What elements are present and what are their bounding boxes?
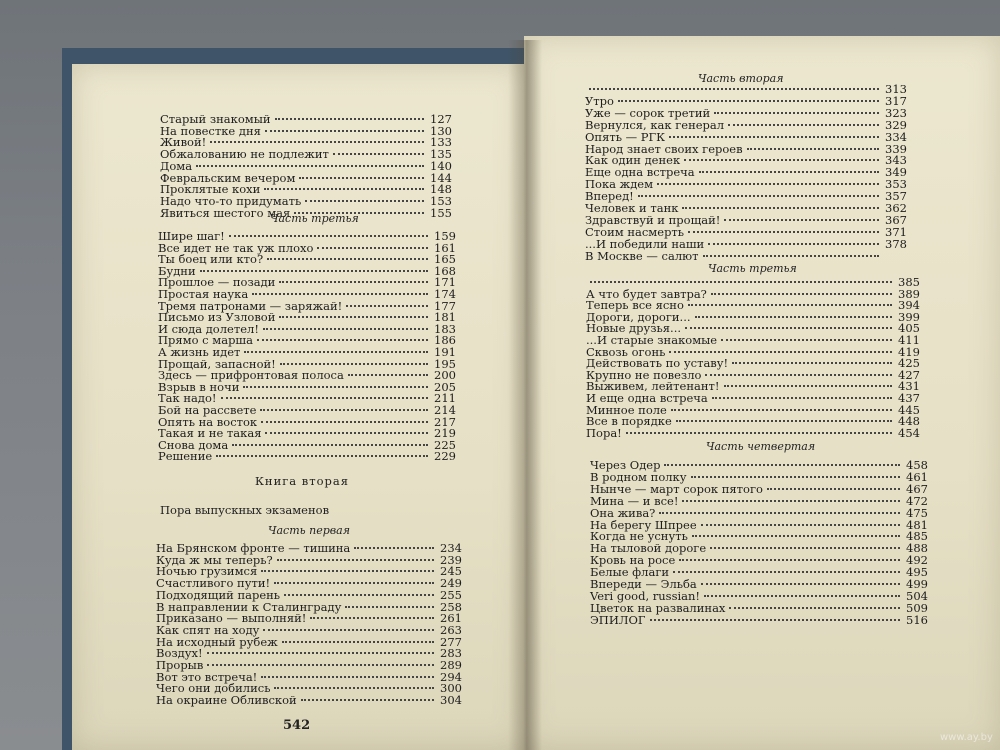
toc-entry-title: Народ знает своих героев bbox=[585, 141, 743, 156]
toc-entry-page: 323 bbox=[885, 105, 907, 120]
toc-entry-title: Новые друзья... bbox=[586, 321, 682, 336]
toc-entry-page: 399 bbox=[898, 309, 920, 324]
toc-entry bbox=[586, 426, 920, 440]
toc-entry-page: 177 bbox=[434, 298, 456, 313]
dot-leader bbox=[714, 112, 879, 114]
dot-leader bbox=[277, 559, 434, 561]
toc-entry-title: Прорыв bbox=[156, 658, 204, 672]
toc-entry-title: Письмо из Узловой bbox=[158, 310, 276, 325]
toc-entry-page: 277 bbox=[440, 634, 462, 649]
toc-entry-title: Veri good, russian! bbox=[590, 588, 701, 603]
toc-entry bbox=[158, 449, 456, 463]
toc-entry-page: 200 bbox=[434, 368, 456, 383]
toc-entry-title: И еще одна встреча bbox=[586, 391, 708, 405]
toc-entry-title: В Москве — салют bbox=[585, 248, 699, 263]
dot-leader bbox=[688, 231, 879, 233]
toc-entry-title: Когда не уснуть bbox=[590, 529, 688, 544]
toc-entry-title: ЭПИЛОГ bbox=[590, 612, 646, 627]
dot-leader bbox=[232, 444, 428, 446]
toc-entry bbox=[585, 249, 907, 263]
dot-leader bbox=[299, 177, 424, 179]
dot-leader bbox=[279, 316, 428, 318]
toc-entry-title: Крупно не повезло bbox=[586, 367, 702, 382]
toc-entry-title: Через Одер bbox=[590, 458, 661, 472]
dot-leader bbox=[685, 327, 892, 329]
toc-entry-page: 339 bbox=[885, 141, 907, 156]
toc-entry-page: 255 bbox=[440, 587, 462, 602]
toc-entry-title: Явиться шестого мая bbox=[160, 205, 291, 220]
toc-entry-title: Взрыв в ночи bbox=[158, 379, 240, 394]
dot-leader bbox=[704, 595, 900, 597]
toc-entry-page: 485 bbox=[906, 529, 928, 544]
toc-entry-page: 127 bbox=[430, 112, 452, 126]
dot-leader bbox=[279, 281, 428, 283]
toc-entry-page: 385 bbox=[898, 275, 920, 289]
dot-leader bbox=[207, 664, 434, 666]
toc-entry-page: 349 bbox=[885, 165, 907, 180]
toc-entry-title: Как один денек bbox=[585, 153, 681, 168]
toc-entry-page: 405 bbox=[898, 321, 920, 336]
dot-leader bbox=[703, 255, 879, 257]
dot-leader bbox=[282, 641, 434, 643]
dot-leader bbox=[261, 570, 434, 572]
toc-entry-title: Впереди — Эльба bbox=[590, 577, 697, 591]
dot-leader bbox=[589, 88, 879, 90]
dot-leader bbox=[684, 159, 879, 161]
toc-entry-page: 144 bbox=[430, 170, 452, 185]
toc-entry-title: Февральским вечером bbox=[160, 170, 296, 185]
toc-entry-page: 294 bbox=[440, 669, 462, 684]
dot-leader bbox=[664, 464, 900, 466]
watermark: www.ay.by bbox=[940, 732, 993, 743]
dot-leader bbox=[345, 606, 434, 608]
toc-entry-title: На Брянском фронте — тишина bbox=[156, 541, 351, 555]
toc-entry-page: 389 bbox=[898, 286, 920, 301]
toc-entry-title: В родном полку bbox=[590, 469, 687, 484]
toc-entry-title: Мина — и все! bbox=[590, 493, 679, 508]
toc-entry-title: Надо что-то придумать bbox=[160, 193, 302, 208]
toc-entry-title: Уже — сорок третий bbox=[585, 105, 711, 120]
toc-entry-page: 329 bbox=[885, 117, 907, 132]
toc-entry-page: 313 bbox=[885, 82, 907, 96]
toc-entry-page: 214 bbox=[434, 403, 456, 417]
dot-leader bbox=[669, 136, 879, 138]
dot-leader bbox=[705, 374, 892, 376]
dot-leader bbox=[284, 594, 434, 596]
dot-leader bbox=[252, 293, 428, 295]
toc-entry-title: Старый знакомый bbox=[160, 112, 271, 126]
dot-leader bbox=[659, 512, 900, 514]
toc-entry-page: 343 bbox=[885, 153, 907, 168]
toc-entry-title: Как спят на ходу bbox=[156, 622, 260, 637]
part-heading: Часть вторая bbox=[698, 72, 784, 85]
dot-leader bbox=[200, 270, 428, 272]
toc-entry-page: 211 bbox=[434, 391, 456, 406]
book-heading: Книга вторая bbox=[255, 474, 349, 488]
toc-entry-title: Все идет не так уж плохо bbox=[158, 240, 314, 255]
toc-entry-page: 300 bbox=[440, 681, 462, 696]
toc-entry-page: 431 bbox=[898, 379, 920, 394]
toc-entry-page: 186 bbox=[434, 333, 456, 348]
dot-leader bbox=[708, 243, 879, 245]
dot-leader bbox=[265, 432, 428, 434]
toc-entry-page: 448 bbox=[898, 414, 920, 429]
dot-leader bbox=[679, 559, 900, 561]
toc-entry-page: 140 bbox=[430, 158, 452, 173]
toc-entry-title: Опять на восток bbox=[158, 414, 258, 429]
toc-entry-page: 481 bbox=[906, 517, 928, 532]
dot-leader bbox=[712, 397, 892, 399]
part-heading: Часть третья bbox=[708, 262, 797, 275]
dot-leader bbox=[721, 339, 892, 341]
toc-entry-page: 225 bbox=[434, 437, 456, 452]
toc-entry-page: 165 bbox=[434, 252, 456, 267]
toc-entry-title: Здесь — прифронтовая полоса bbox=[158, 368, 344, 383]
toc-entry-title: Нынче — март сорок пятого bbox=[590, 481, 763, 496]
toc-entry-title: Так надо! bbox=[158, 391, 217, 406]
dot-leader bbox=[699, 171, 879, 173]
toc-entry-page: 499 bbox=[906, 577, 928, 591]
dot-leader bbox=[310, 617, 434, 619]
dot-leader bbox=[638, 195, 879, 197]
dot-leader bbox=[671, 409, 892, 411]
dot-leader bbox=[229, 235, 428, 237]
toc-entry-page: 283 bbox=[440, 646, 462, 661]
book-subtitle: Пора выпускных экзаменов bbox=[160, 503, 330, 517]
toc-entry-title: Белые флаги bbox=[590, 565, 670, 580]
toc-entry-title: Еще одна встреча bbox=[585, 165, 695, 180]
dot-leader bbox=[333, 153, 424, 155]
part-heading: Часть третья bbox=[270, 212, 359, 225]
dot-leader bbox=[590, 281, 892, 283]
toc-entry-title: Живой! bbox=[160, 135, 207, 150]
dot-leader bbox=[216, 455, 428, 457]
toc-entry-page: 516 bbox=[906, 612, 928, 627]
toc-entry-title: И сюда долетел! bbox=[158, 321, 259, 336]
dot-leader bbox=[728, 124, 879, 126]
toc-entry-page: 229 bbox=[434, 449, 456, 464]
dot-leader bbox=[669, 351, 892, 353]
toc-entry-title: Прошлое — позади bbox=[158, 275, 276, 290]
dot-leader bbox=[682, 500, 900, 502]
toc-entry-page: 219 bbox=[434, 426, 456, 441]
dot-leader bbox=[257, 339, 428, 341]
toc-entry-page: 357 bbox=[885, 189, 907, 204]
toc-entry-page: 261 bbox=[440, 611, 462, 626]
toc-entry-title: На повестке дня bbox=[160, 123, 261, 138]
toc-entry-title: На берегу Шпрее bbox=[590, 517, 697, 532]
toc-entry-title: Человек и танк bbox=[585, 201, 679, 215]
toc-entry-page: 183 bbox=[434, 321, 456, 336]
dot-leader bbox=[305, 200, 424, 202]
toc-entry-page: 181 bbox=[434, 310, 456, 325]
toc-entry-page: 135 bbox=[430, 147, 452, 162]
dot-leader bbox=[724, 385, 893, 387]
toc-entry-title: Счастливого пути! bbox=[156, 576, 271, 591]
toc-entry-page: 161 bbox=[434, 240, 456, 255]
toc-entry-page: 304 bbox=[440, 693, 462, 708]
toc-entry-page: 362 bbox=[885, 201, 907, 215]
dot-leader bbox=[724, 219, 879, 221]
dot-leader bbox=[196, 165, 424, 167]
toc-entry-title: Такая и не такая bbox=[158, 426, 262, 441]
toc-entry-page: 411 bbox=[898, 333, 920, 347]
dot-leader bbox=[711, 293, 892, 295]
toc-entry-page: 168 bbox=[434, 263, 456, 278]
toc-entry-page: 371 bbox=[885, 224, 907, 239]
toc-entry-title: На тыловой дороге bbox=[590, 541, 707, 556]
dot-leader bbox=[274, 582, 434, 584]
toc-entry-title: Дома bbox=[160, 158, 193, 173]
toc-entry-title: На исходный рубеж bbox=[156, 634, 278, 649]
toc-entry-page: 217 bbox=[434, 414, 456, 429]
toc-entry-title: Бой на рассвете bbox=[158, 403, 257, 417]
toc-entry-page: 445 bbox=[898, 402, 920, 417]
toc-entry-title: Прощай, запасной! bbox=[158, 356, 276, 371]
dot-leader bbox=[682, 207, 879, 209]
dot-leader bbox=[301, 699, 434, 701]
toc-entry-page: 234 bbox=[440, 541, 462, 555]
toc-entry-title: Приказано — выполняй! bbox=[156, 611, 307, 626]
toc-entry-title: Воздух! bbox=[156, 646, 203, 661]
toc-entry bbox=[590, 613, 928, 627]
toc-entry-title: Пора! bbox=[586, 425, 622, 440]
toc-entry-page: 367 bbox=[885, 212, 907, 227]
toc-entry-page: 472 bbox=[906, 493, 928, 508]
dot-leader bbox=[267, 258, 428, 260]
dot-leader bbox=[650, 619, 901, 621]
toc-entry-title: Подходящий парень bbox=[156, 587, 281, 602]
dot-leader bbox=[265, 130, 424, 132]
toc-entry-page: 245 bbox=[440, 564, 462, 579]
toc-entry-page: 467 bbox=[906, 481, 928, 496]
toc-entry-title: Вернулся, как генерал bbox=[585, 117, 725, 132]
toc-entry-title: Обжалованию не подлежит bbox=[160, 147, 329, 162]
toc-entry-title: Шире шаг! bbox=[158, 229, 225, 243]
toc-entry-title: Выживем, лейтенант! bbox=[586, 379, 720, 394]
toc-entry-title: Будни bbox=[158, 263, 196, 278]
dot-leader bbox=[317, 247, 428, 249]
dot-leader bbox=[263, 328, 428, 330]
toc-entry-page: 492 bbox=[906, 553, 928, 568]
toc-entry-page: 353 bbox=[885, 177, 907, 192]
dot-leader bbox=[688, 304, 892, 306]
toc-entry-page: 504 bbox=[906, 588, 928, 603]
toc-entry-page: 425 bbox=[898, 356, 920, 371]
toc-entry-title: Дороги, дороги... bbox=[586, 309, 691, 324]
toc-entry-page: 334 bbox=[885, 129, 907, 144]
part-heading: Часть первая bbox=[268, 524, 351, 537]
dot-leader bbox=[346, 305, 428, 307]
toc-entry-title: Опять — РГК bbox=[585, 129, 666, 144]
toc-entry-title: Прямо с марша bbox=[158, 333, 253, 348]
toc-entry-title: Снова дома bbox=[158, 437, 229, 452]
toc-entry-title: Сквозь огонь bbox=[586, 344, 666, 359]
book-gutter bbox=[508, 40, 542, 750]
toc-entry-title: ...И старые знакомые bbox=[586, 333, 718, 347]
toc-entry-page: 509 bbox=[906, 600, 928, 615]
dot-leader bbox=[354, 547, 434, 549]
toc-entry-title: Цветок на развалинах bbox=[590, 600, 726, 615]
toc-entry-page: 174 bbox=[434, 287, 456, 301]
toc-entry-page: 461 bbox=[906, 469, 928, 484]
toc-entry-page: 317 bbox=[885, 93, 907, 108]
toc-entry-title: Чего они добились bbox=[156, 681, 271, 696]
toc-entry-page: 394 bbox=[898, 298, 920, 313]
toc-entry-page: 171 bbox=[434, 275, 456, 290]
dot-leader bbox=[210, 141, 424, 143]
toc-entry-page: 378 bbox=[885, 236, 907, 251]
toc-entry-page: 488 bbox=[906, 541, 928, 556]
dot-leader bbox=[747, 148, 879, 150]
toc-entry-page: 289 bbox=[440, 658, 462, 672]
toc-entry-page: 195 bbox=[434, 356, 456, 371]
dot-leader bbox=[280, 363, 428, 365]
dot-leader bbox=[701, 583, 900, 585]
dot-leader bbox=[676, 420, 892, 422]
dot-leader bbox=[261, 676, 434, 678]
toc-entry-title: А жизнь идет bbox=[158, 345, 241, 359]
dot-leader bbox=[692, 535, 900, 537]
toc-entry-page: 191 bbox=[434, 345, 456, 359]
dot-leader bbox=[275, 118, 424, 120]
dot-leader bbox=[691, 476, 900, 478]
toc-entry-page: 258 bbox=[440, 599, 462, 614]
toc-entry-title: Вот это встреча! bbox=[156, 669, 258, 684]
toc-entry-title: Действовать по уставу! bbox=[586, 356, 729, 371]
toc-entry bbox=[156, 693, 462, 707]
toc-entry-page: 130 bbox=[430, 123, 452, 138]
dot-leader bbox=[207, 652, 434, 654]
toc-entry-title: Минное поле bbox=[586, 402, 667, 417]
toc-entry-page: 153 bbox=[430, 193, 452, 208]
dot-leader bbox=[626, 432, 892, 434]
toc-entry-title: Ты боец или кто? bbox=[158, 252, 264, 267]
dot-leader bbox=[244, 351, 428, 353]
dot-leader bbox=[264, 188, 424, 190]
toc-entry-page: 454 bbox=[898, 425, 920, 440]
toc-entry-page: 205 bbox=[434, 379, 456, 394]
toc-entry-page: 148 bbox=[430, 182, 452, 197]
part-heading: Часть четвертая bbox=[706, 440, 816, 453]
dot-leader bbox=[274, 687, 434, 689]
dot-leader bbox=[261, 421, 428, 423]
toc-entry-title: Простая наука bbox=[158, 287, 249, 301]
dot-leader bbox=[618, 100, 879, 102]
dot-leader bbox=[260, 409, 428, 411]
dot-leader bbox=[673, 571, 900, 573]
toc-entry-title: Тремя патронами — заряжай! bbox=[158, 298, 343, 313]
toc-entry-title: Пока ждем bbox=[585, 177, 654, 192]
dot-leader bbox=[221, 397, 428, 399]
toc-entry-title: В направлении к Сталинграду bbox=[156, 599, 342, 614]
toc-entry-title: Вперед! bbox=[585, 189, 634, 204]
toc-entry-title: Проклятые кохи bbox=[160, 182, 261, 197]
toc-entry-title: На окраине Обливской bbox=[156, 693, 297, 708]
toc-entry-page: 437 bbox=[898, 391, 920, 405]
dot-leader bbox=[348, 374, 428, 376]
toc-entry-page: 475 bbox=[906, 505, 928, 520]
dot-leader bbox=[710, 547, 900, 549]
toc-entry-title: Решение bbox=[158, 449, 213, 464]
dot-leader bbox=[729, 607, 900, 609]
page-number: 542 bbox=[283, 718, 311, 733]
toc-entry-title: Здравствуй и прощай! bbox=[585, 212, 721, 227]
toc-entry-page: 458 bbox=[906, 458, 928, 472]
toc-entry-page: 155 bbox=[430, 205, 452, 220]
toc-entry-page: 263 bbox=[440, 622, 462, 637]
dot-leader bbox=[701, 524, 900, 526]
toc-entry-title: Теперь все ясно bbox=[586, 298, 684, 313]
toc-entry-page: 495 bbox=[906, 565, 928, 580]
toc-entry-title: Ночью грузимся bbox=[156, 564, 258, 579]
toc-entry-title: Все в порядке bbox=[586, 414, 672, 429]
toc-entry-page: 419 bbox=[898, 344, 920, 359]
toc-entry-title: Она жива? bbox=[590, 505, 656, 520]
toc-entry-title: Утро bbox=[585, 93, 614, 108]
toc-entry-title: А что будет завтра? bbox=[586, 286, 707, 301]
dot-leader bbox=[657, 183, 879, 185]
dot-leader bbox=[243, 386, 428, 388]
dot-leader bbox=[263, 629, 434, 631]
toc-entry-title: Кровь на росе bbox=[590, 553, 676, 568]
dot-leader bbox=[767, 488, 900, 490]
toc-entry-title: Стоим насмерть bbox=[585, 224, 685, 239]
toc-entry-page: 427 bbox=[898, 367, 920, 382]
toc-entry-title: Куда ж мы теперь? bbox=[156, 552, 273, 567]
toc-entry-title: ...И победили наши bbox=[585, 236, 705, 251]
toc-entry-page: 159 bbox=[434, 229, 456, 243]
dot-leader bbox=[732, 362, 892, 364]
toc-entry-page: 133 bbox=[430, 135, 452, 150]
toc-entry-page: 249 bbox=[440, 576, 462, 591]
dot-leader bbox=[695, 316, 892, 318]
toc-entry-page: 239 bbox=[440, 552, 462, 567]
